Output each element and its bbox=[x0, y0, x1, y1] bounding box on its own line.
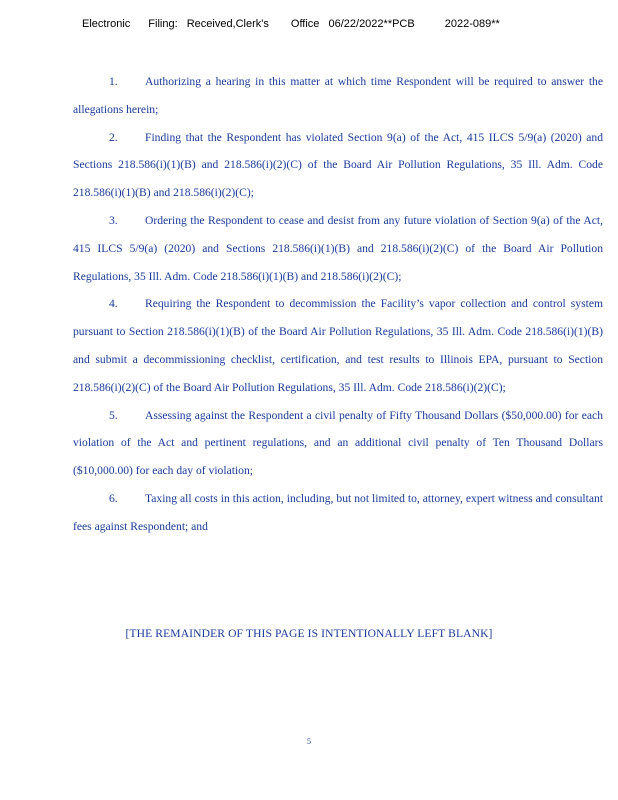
paragraph-text: Requiring the Respondent to decommission the Facility’s vapor collection and control system pursuant to Section 218.586(i)(1)(B) of the Board Air Pollution Regulations, 35 Ill. Adm. Code 218.586(i)(1)(B) and submit a decommissioning checklist, certification, and test results to Illinois EPA, pursuant to Section 218.586(i)(2)(C) of the Board Air Pollution Regulations, 35 Ill. Adm. Code 218.586(i)(2)(C); bbox=[73, 297, 603, 394]
paragraph-number: 5. bbox=[109, 408, 118, 422]
paragraph-number: 4. bbox=[109, 297, 118, 311]
header-office: Office bbox=[290, 18, 320, 30]
header-electronic: Electronic bbox=[82, 18, 131, 30]
paragraph-6 bbox=[73, 485, 603, 541]
paragraph-text: Authorizing a hearing in this matter at which time Respondent will be required to answer the allegations herein; bbox=[73, 75, 603, 116]
header-received: Received,Clerk's bbox=[186, 18, 269, 30]
paragraph-number: 6. bbox=[109, 491, 118, 505]
paragraph-2 bbox=[73, 124, 603, 207]
paragraph-text: Ordering the Respondent to cease and desist from any future violation of Section 9(a) of the Act, 415 ILCS 5/9(a) (2020) and Sections 218.586(i)(1)(B) and 218.586(i)(2)(C) of the Board Air Pollution Regulations, 35 Ill. Adm. Code 218.586(i)(1)(B) and 218.586(i)(2)(C); bbox=[73, 213, 603, 283]
paragraph-text: Finding that the Respondent has violated Section 9(a) of the Act, 415 ILCS 5/9(a) (2020) and Sections 218.586(i)(1)(B) and 218.586(i)(2)(C) of the Board Air Pollution Regulations, 35 Ill. Adm. Code 218.586(i)(1)(B) and 218.586(i)(2)(C); bbox=[73, 130, 603, 200]
header-docket: 2022-089** bbox=[444, 18, 500, 30]
paragraph-text: Taxing all costs in this action, including, but not limited to, attorney, expert witness and consultant fees against Respondent; and bbox=[73, 491, 603, 533]
page-number: 5 bbox=[307, 737, 311, 746]
header-date: 06/22/2022**PCB bbox=[328, 18, 415, 30]
document-body bbox=[73, 68, 603, 541]
paragraph-text: Assessing against the Respondent a civil penalty of Fifty Thousand Dollars ($50,000.00) for each violation of the Act and pertinent regulations, and an additional civil penalty of Ten Thousand Dollars ($10,000.00) for each day of violation; bbox=[73, 408, 603, 478]
paragraph-1 bbox=[73, 68, 603, 124]
blank-page-notice: [THE REMAINDER OF THIS PAGE IS INTENTIONALLY LEFT BLANK] bbox=[125, 627, 493, 640]
paragraph-number: 3. bbox=[109, 213, 118, 227]
filing-header bbox=[82, 18, 500, 30]
paragraph-4 bbox=[73, 290, 603, 401]
paragraph-number: 1. bbox=[109, 75, 118, 88]
paragraph-5 bbox=[73, 402, 603, 485]
paragraph-3 bbox=[73, 207, 603, 290]
header-filing: Filing: bbox=[148, 18, 178, 30]
paragraph-number: 2. bbox=[109, 130, 118, 144]
